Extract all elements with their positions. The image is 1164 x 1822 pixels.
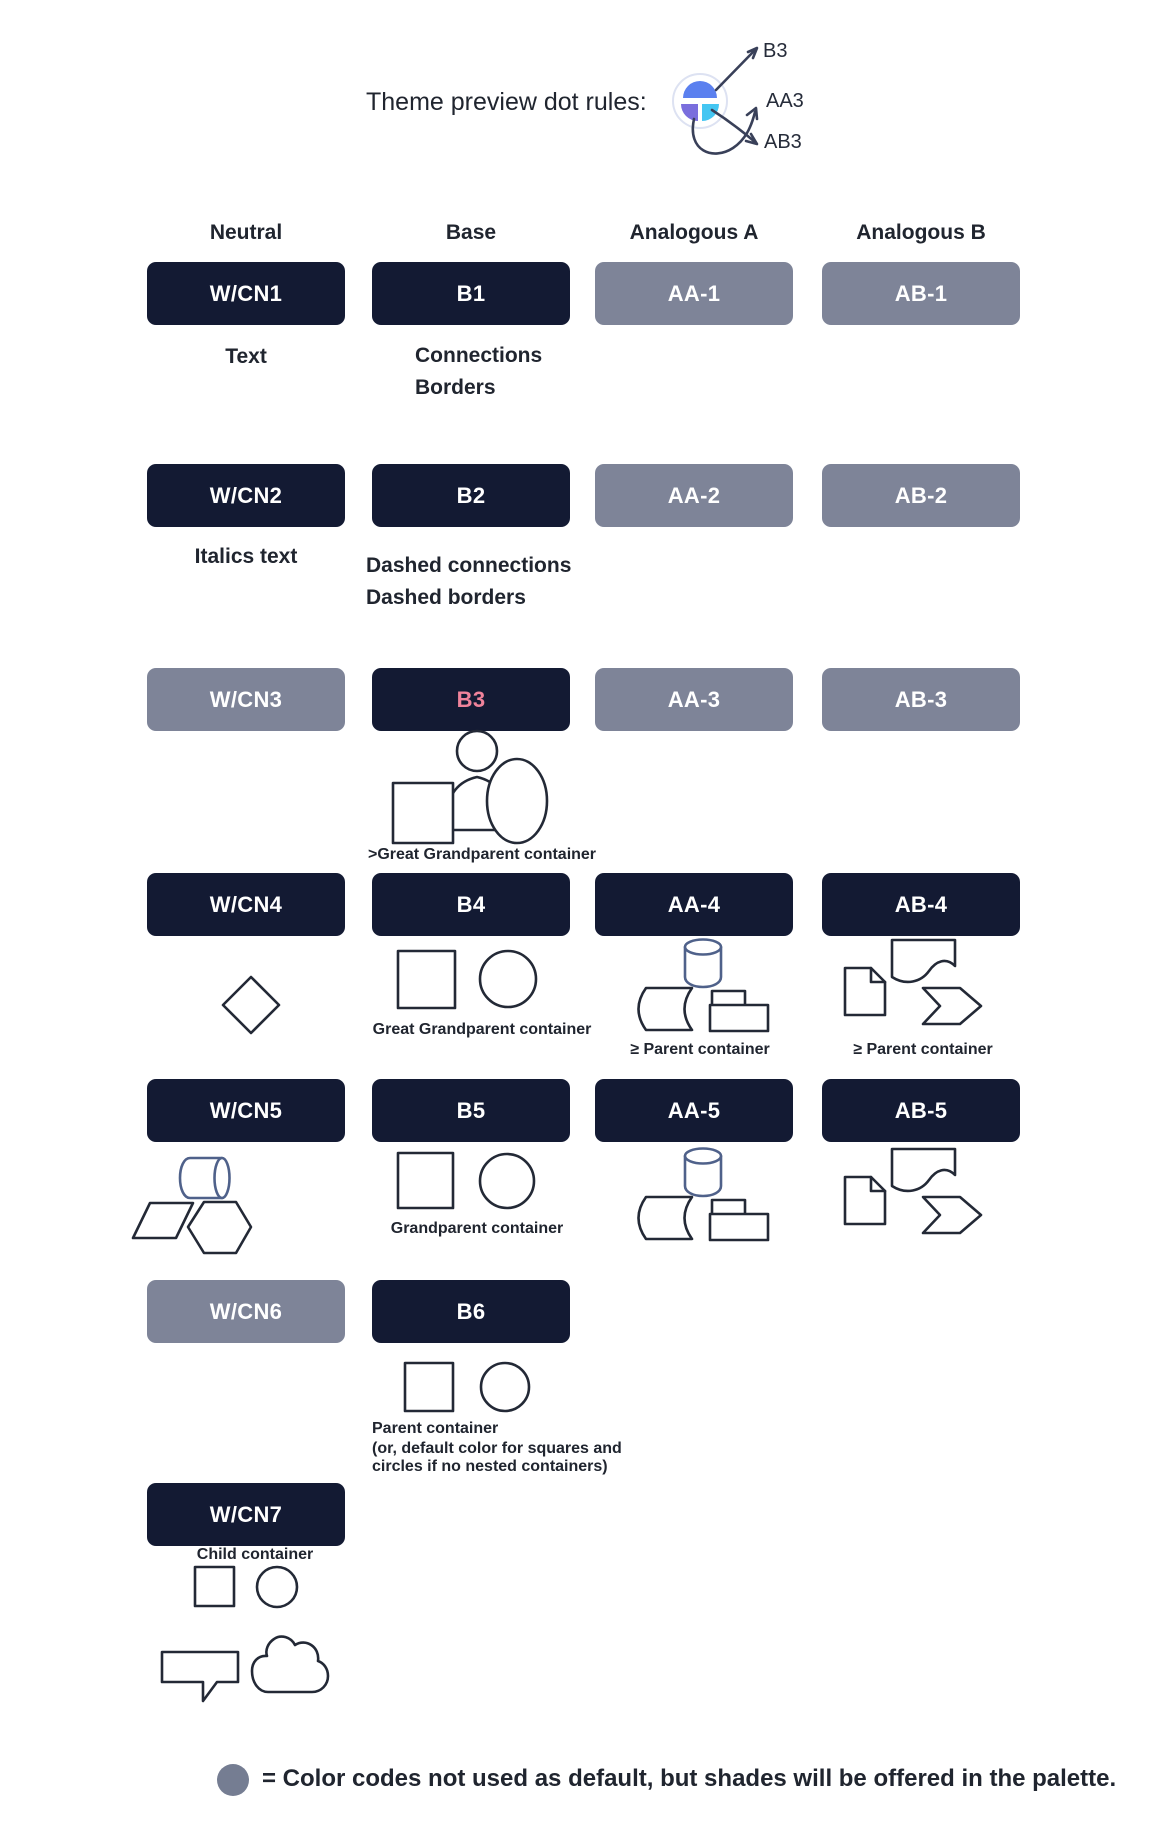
arrow-to-b3 (716, 50, 755, 90)
square-shape (393, 783, 453, 843)
dot-segment-analogous-a (681, 104, 698, 121)
swatch-label: W/CN4 (209, 891, 283, 917)
swatch-label: B6 (456, 1298, 486, 1324)
swatch-wcn3 (147, 668, 345, 731)
swatch-label: B5 (456, 1097, 486, 1123)
note-child-container: Child container (196, 1546, 314, 1563)
swatch-aa1 (595, 262, 793, 325)
circle-shape (480, 1154, 534, 1208)
cloud-shape (252, 1637, 328, 1692)
dot-ring (673, 74, 727, 128)
note-parent-line2: (or, default color for squares and (372, 1440, 622, 1457)
hexagon-shape (188, 1202, 251, 1253)
swatch-label: W/CN7 (209, 1501, 283, 1527)
document-folded-corner-shape (845, 968, 885, 1015)
swatch-b2 (372, 464, 570, 527)
ab4-shape-cluster (845, 940, 981, 1024)
swatch-b5 (372, 1079, 570, 1142)
b4-shape-cluster (398, 951, 536, 1008)
square-shape (195, 1567, 234, 1606)
chevron-shape (923, 988, 981, 1024)
circle-shape (480, 951, 536, 1007)
arrowhead-b3 (748, 48, 757, 58)
ellipse-shape (487, 759, 547, 843)
circle-shape (257, 1567, 297, 1607)
dot-rule-label-ab3: AB3 (764, 131, 802, 153)
aa5-shape-cluster (639, 1149, 769, 1241)
swatch-label: AA-1 (667, 280, 721, 306)
note-ge-parent-ab: ≥ Parent container (853, 1041, 993, 1058)
swatch-b3 (372, 668, 570, 731)
arrow-to-aa3 (693, 112, 755, 154)
stored-data-shape (639, 988, 693, 1030)
swatch-wcn4 (147, 873, 345, 936)
note-connections: Connections (415, 344, 543, 367)
note-dashed-borders: Dashed borders (366, 586, 526, 609)
arrow-to-ab3 (712, 110, 755, 142)
note-parent-line1: Parent container (372, 1420, 499, 1437)
person-head-shape (457, 731, 497, 771)
ab5-shape-cluster (845, 1149, 981, 1233)
swatch-label: W/CN5 (209, 1097, 283, 1123)
parallelogram-shape (133, 1203, 193, 1238)
note-great-grandparent: Great Grandparent container (372, 1021, 592, 1038)
legend-text: = Color codes not used as default, but shades will be offered in the palette. (262, 1765, 1117, 1792)
swatch-wcn6 (147, 1280, 345, 1343)
swatch-aa2 (595, 464, 793, 527)
dot-segment-analogous-b (702, 104, 719, 121)
swatch-ab5 (822, 1079, 1020, 1142)
dot-rule-label-b3: B3 (763, 40, 788, 62)
b5-shape-cluster (398, 1153, 534, 1208)
swatch-label: AB-2 (894, 482, 948, 508)
callout-shape (162, 1652, 238, 1701)
swatch-label: AA-4 (667, 891, 721, 917)
swatch-b4 (372, 873, 570, 936)
swatch-label: AA-2 (667, 482, 721, 508)
note-italics-text: Italics text (194, 545, 298, 568)
aa4-shape-cluster (639, 940, 769, 1032)
wcn5-shape-cluster (133, 1158, 251, 1253)
note-gt-great-grandparent: >Great Grandparent container (367, 846, 597, 863)
dot-rule-label-aa3: AA3 (766, 90, 804, 112)
square-shape (405, 1363, 453, 1411)
column-header-analogous-a: Analogous A (629, 221, 759, 244)
horizontal-cylinder-shape (180, 1158, 230, 1198)
note-borders: Borders (415, 376, 496, 399)
column-header-analogous-b: Analogous B (856, 221, 986, 244)
swatch-b1 (372, 262, 570, 325)
dot-segment-base (683, 81, 717, 98)
swatch-label: AB-5 (894, 1097, 948, 1123)
swatch-label: AB-4 (894, 891, 948, 917)
swatch-label: AA-3 (667, 686, 721, 712)
note-parent-line3: circles if no nested containers) (372, 1458, 608, 1475)
swatch-label: AB-3 (894, 686, 948, 712)
swatch-ab4 (822, 873, 1020, 936)
page-title: Theme preview dot rules: (366, 88, 647, 116)
tabbed-card-shape (710, 991, 768, 1031)
wavy-document-shape (892, 940, 955, 982)
swatch-label: W/CN3 (209, 686, 283, 712)
column-header-base: Base (445, 221, 497, 244)
swatch-wcn5 (147, 1079, 345, 1142)
swatch-label: W/CN1 (209, 280, 283, 306)
swatch-ab3 (822, 668, 1020, 731)
swatch-b6 (372, 1280, 570, 1343)
note-grandparent: Grandparent container (390, 1220, 564, 1237)
swatch-label: AB-1 (894, 280, 948, 306)
swatch-label: W/CN6 (209, 1298, 283, 1324)
wcn7-shape-cluster (162, 1567, 328, 1701)
note-ge-parent-aa: ≥ Parent container (630, 1041, 770, 1058)
swatch-wcn1 (147, 262, 345, 325)
swatch-aa5 (595, 1079, 793, 1142)
cylinder-shape (685, 940, 721, 988)
square-shape (398, 1153, 453, 1208)
theme-preview-dot-icon (673, 74, 727, 128)
b6-shape-cluster (405, 1363, 529, 1411)
swatch-aa3 (595, 668, 793, 731)
column-header-neutral: Neutral (209, 221, 283, 244)
diamond-shape (223, 977, 279, 1033)
swatch-label: AA-5 (667, 1097, 721, 1123)
swatch-aa4 (595, 873, 793, 936)
swatch-ab2 (822, 464, 1020, 527)
swatch-label: B4 (456, 891, 486, 917)
swatch-label: W/CN2 (209, 482, 283, 508)
arrowhead-aa3 (747, 108, 757, 119)
dot-rule-arrows (693, 48, 757, 154)
b3-shape-cluster (393, 731, 547, 843)
swatch-wcn7 (147, 1483, 345, 1546)
note-dashed-connections: Dashed connections (366, 554, 572, 577)
arrowhead-ab3 (746, 134, 757, 144)
swatch-label: B3 (456, 686, 486, 712)
note-text: Text (225, 345, 267, 368)
swatch-label: B1 (456, 280, 486, 306)
person-body-shape (447, 777, 507, 830)
swatch-wcn2 (147, 464, 345, 527)
legend-dot-icon (217, 1764, 249, 1796)
swatch-label: B2 (456, 482, 486, 508)
swatch-ab1 (822, 262, 1020, 325)
circle-shape (481, 1363, 529, 1411)
square-shape (398, 951, 455, 1008)
